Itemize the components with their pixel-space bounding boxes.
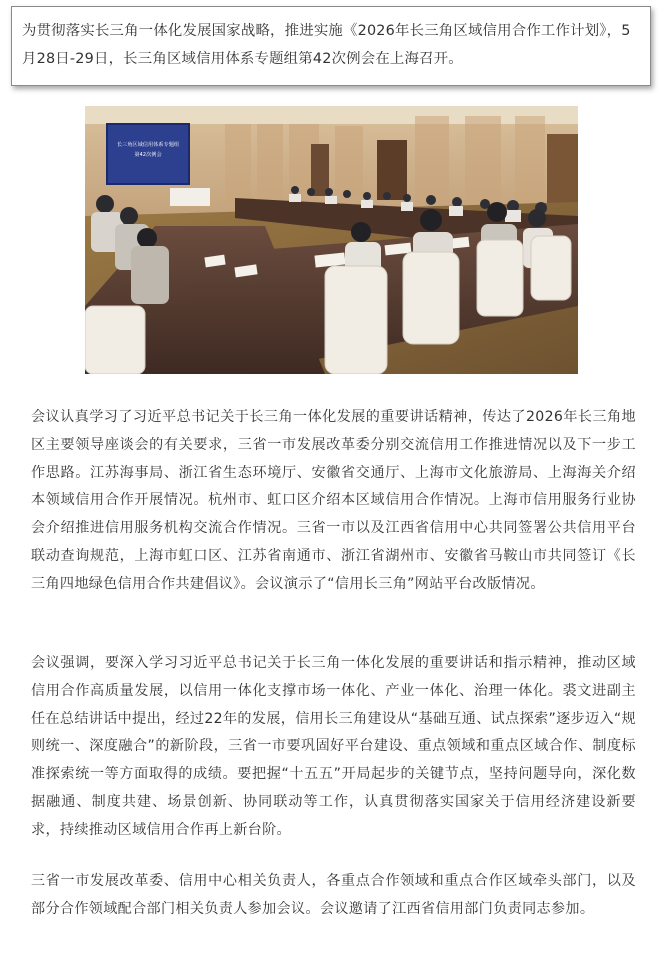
meeting-photo — [85, 106, 578, 374]
body-paragraph-2: 会议强调，要深入学习习近平总书记关于长三角一体化发展的重要讲话和指示精神，推动区域信用合作高质量发展，以信用一体化支撑市场一体化、产业一体化、治理一体化。裘文进副主任在总结讲话中提出，经过22年的发展，信用长三角建设从“基础互通、试点探索”逐步迈入“规则统一、深度融合”的新阶段，三省一市要巩固好平台建设、重点领域和重点区域合作、制度标准探索统一等方面取得的成绩。要把握“十五五”开局起步的关键节点，坚持问题导向，深化数据融通、制度共建、场景创新、协同联动等工作，认真贯彻落实国家关于信用经济建设新要求，持续推动区域信用合作再上新台阶。 — [31, 655, 636, 838]
screen-line-2: 第42次例会 — [134, 152, 162, 158]
body-paragraph-1: 会议认真学习了习近平总书记关于长三角一体化发展的重要讲话精神，传达了2026年长三角地区主要领导座谈会的有关要求，三省一市发展改革委分别交流信用工作推进情况以及下一步工作思路。江苏海事局、浙江省生态环境厅、安徽省交通厅、上海市文化旅游局、上海海关介绍本领域信用合作开展情况。杭州市、虹口区介绍本区域信用合作情况。上海市信用服务行业协会介绍推进信用服务机构交流合作情况。三省一市以及江西省信用中心共同签署公共信用平台联动查询规范，上海市虹口区、江苏省南通市、浙江省湖州市、安徽省马鞍山市共同签订《长三角四地绿色信用合作共建倡议》。会议演示了“信用长三角”网站平台改版情况。 — [31, 409, 636, 592]
lead-summary-box — [11, 6, 651, 86]
body-paragraph-3: 三省一市发展改革委、信用中心相关负责人，各重点合作领域和重点合作区域牵头部门，以及部分合作领域配合部门相关负责人参加会议。会议邀请了江西省信用部门负责同志参加。 — [31, 873, 636, 917]
lead-summary-text: 为贯彻落实长三角一体化发展国家战略，推进实施《2026年长三角区域信用合作工作计划》，5月28日-29日，长三角区域信用体系专题组第42次例会在上海召开。 — [22, 23, 631, 67]
screen-line-1: 长三角区域信用体系专题组 — [116, 142, 180, 148]
